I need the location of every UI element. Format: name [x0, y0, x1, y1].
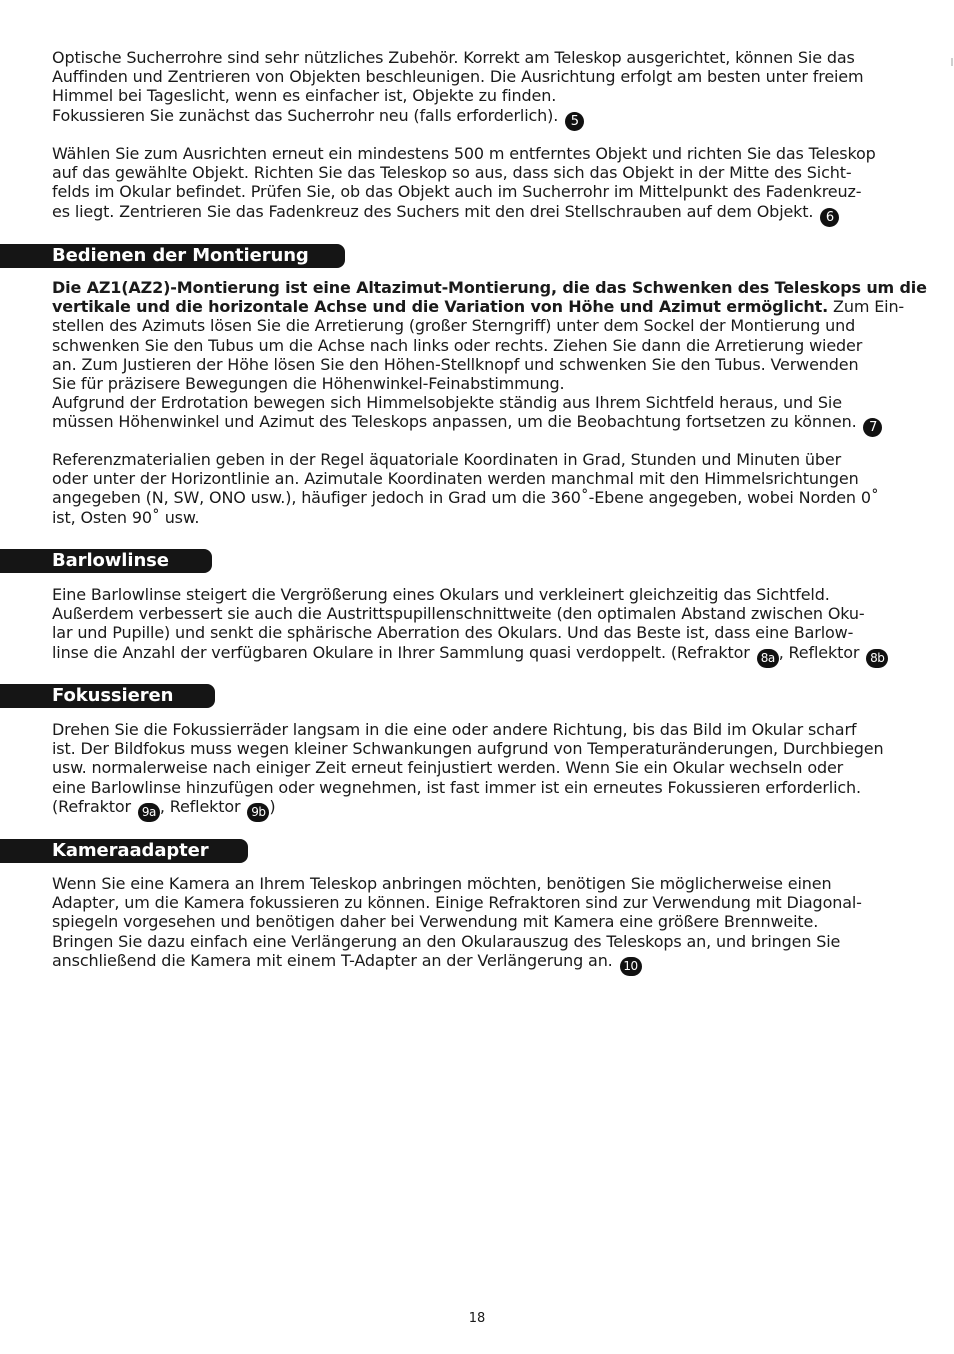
text-line-content: Fokussieren Sie zunächst das Sucherrohr neu (falls erforderlich). — [52, 105, 559, 125]
align-finder-paragraph — [52, 144, 912, 227]
text-line: usw. normalerweise nach einiger Zeit erneut feinjustiert werden. Wenn Sie ein Okular wechseln oder — [52, 758, 844, 778]
text-line-content: (Refraktor — [52, 796, 131, 816]
page-number: 18 — [468, 1311, 486, 1326]
text-line — [52, 643, 912, 668]
text-line-bold: vertikale und die horizontale Achse und die Variation von Höhe und Azimut ermöglicht. — [52, 297, 829, 317]
figure-reference-badge: 7 — [863, 418, 882, 437]
text-line-content: ) — [269, 796, 276, 816]
text-line: Wenn Sie eine Kamera an Ihrem Teleskop anbringen möchten, benötigen Sie möglicherweise einen — [52, 874, 832, 893]
text-line — [52, 412, 912, 437]
text-line: stellen des Azimuts lösen Sie die Arretierung (großer Sterngriff) unter dem Sockel der Montierung und — [52, 316, 856, 336]
text-line: Referenzmaterialien geben in der Regel äquatoriale Koordinaten in Grad, Stunden und Minuten über — [52, 450, 842, 469]
text-line-content: linse die Anzahl der verfügbaren Okulare in Ihrer Sammlung quasi verdoppelt. (Refraktor — [52, 642, 750, 662]
figure-reference-badge: 9a — [138, 803, 160, 822]
text-line — [52, 297, 912, 316]
barlow-paragraph — [52, 585, 912, 668]
text-line: schwenken Sie den Tubus um die Achse nach links oder rechts. Ziehen Sie dann die Arretierung wieder — [52, 335, 863, 355]
figure-reference-badge: 10 — [620, 957, 642, 976]
text-line-bold: Die AZ1(AZ2)-Montierung ist eine Altazimut-Montierung, die das Schwenken des Teleskops um die — [52, 278, 927, 297]
text-line: Adapter, um die Kamera fokussieren zu können. Einige Refraktoren sind zur Verwendung mit Diagonal- — [52, 893, 862, 913]
text-line: ist, Osten 90˚ usw. — [52, 507, 200, 527]
section-heading-montierung: Bedienen der Montierung — [0, 244, 345, 268]
text-line: Bringen Sie dazu einfach eine Verlängerung an den Okularauszug des Teleskops an, und bringen Sie — [52, 931, 841, 951]
finder-scope-paragraph — [52, 48, 912, 131]
text-line: Optische Sucherrohre sind sehr nützliches Zubehör. Korrekt am Teleskop ausgerichtet, können Sie das — [52, 48, 855, 67]
text-line: oder unter der Horizontlinie an. Azimutale Koordinaten werden manchmal mit den Himmelsrichtungen — [52, 469, 859, 489]
text-line: eine Barlowlinse hinzufügen oder wegnehmen, ist fast immer ist ein erneutes Fokussieren erforderlich. — [52, 777, 861, 797]
figure-reference-badge: 9b — [247, 803, 269, 822]
text-line: an. Zum Justieren der Höhe lösen Sie den Höhen-Stellknopf und schwenken Sie den Tubus. Verwenden — [52, 354, 859, 374]
text-line: Drehen Sie die Fokussierräder langsam in die eine oder andere Richtung, bis das Bild im Okular scharf — [52, 720, 857, 739]
text-line — [52, 106, 912, 131]
text-line — [52, 797, 912, 822]
montierung-paragraph — [52, 278, 927, 437]
text-line-content: es liegt. Zentrieren Sie das Fadenkreuz des Suchers mit den drei Stellschrauben auf dem Objekt. — [52, 201, 814, 221]
section-heading-kameraadapter: Kameraadapter — [0, 839, 248, 863]
text-line — [52, 202, 912, 227]
text-line: Himmel bei Tageslicht, wenn es einfacher ist, Objekte zu finden. — [52, 86, 557, 106]
text-line: Auffinden und Zentrieren von Objekten beschleunigen. Die Ausrichtung erfolgt am besten unter freiem — [52, 67, 864, 87]
figure-reference-badge: 8a — [757, 649, 779, 668]
page-edge-mark — [951, 58, 953, 66]
text-line-content: , Reflektor — [159, 796, 241, 816]
camera-adapter-paragraph — [52, 874, 912, 976]
text-line: Sie für präzisere Bewegungen die Höhenwinkel-Feinabstimmung. — [52, 374, 565, 394]
reference-coordinates-paragraph — [52, 450, 912, 527]
text-line-content: , Reflektor — [778, 642, 860, 662]
section-heading-fokussieren: Fokussieren — [0, 684, 215, 708]
text-line-content: anschließend die Kamera mit einem T-Adapter an der Verlängerung an. — [52, 950, 613, 970]
figure-reference-badge: 5 — [565, 112, 584, 131]
text-line: lar und Pupille) und senkt die sphärische Aberration des Okulars. Und das Beste ist, dass eine Barlow- — [52, 623, 854, 643]
text-line: Eine Barlowlinse steigert die Vergrößerung eines Okulars und verkleinert gleichzeitig das Sichtfeld. — [52, 585, 830, 604]
text-line: ist. Der Bildfokus muss wegen kleiner Schwankungen aufgrund von Temperaturänderungen, Durchbiegen — [52, 739, 884, 759]
figure-reference-badge: 8b — [866, 649, 888, 668]
text-line-content: Zum Ein- — [828, 297, 905, 317]
section-heading-barlowlinse: Barlowlinse — [0, 549, 212, 573]
text-line-content: müssen Höhenwinkel und Azimut des Teleskops anpassen, um die Beobachtung fortsetzen zu können. — [52, 412, 857, 432]
text-line: Wählen Sie zum Ausrichten erneut ein mindestens 500 m entferntes Objekt und richten Sie das Teleskop — [52, 144, 876, 163]
text-line: auf das gewählte Objekt. Richten Sie das Teleskop so aus, dass sich das Objekt in der Mitte des Sicht- — [52, 163, 852, 183]
text-line — [52, 951, 912, 976]
text-line: angegeben (N, SW, ONO usw.), häufiger jedoch in Grad um die 360˚-Ebene angegeben, wobei Norden 0˚ — [52, 488, 879, 508]
text-line: Außerdem verbessert sie auch die Austrittspupillenschnittweite (den optimalen Abstand zwischen Oku- — [52, 604, 865, 624]
text-line: Aufgrund der Erdrotation bewegen sich Himmelsobjekte ständig aus Ihrem Sichtfeld heraus, und Sie — [52, 393, 842, 413]
figure-reference-badge: 6 — [820, 208, 839, 227]
text-line: spiegeln vorgesehen und benötigen daher bei Verwendung mit Kamera eine größere Brennweite. — [52, 912, 819, 932]
focus-paragraph — [52, 720, 912, 822]
text-line: felds im Okular befindet. Prüfen Sie, ob das Objekt auch im Sucherrohr im Mittelpunkt des Fadenkreuz- — [52, 182, 862, 202]
